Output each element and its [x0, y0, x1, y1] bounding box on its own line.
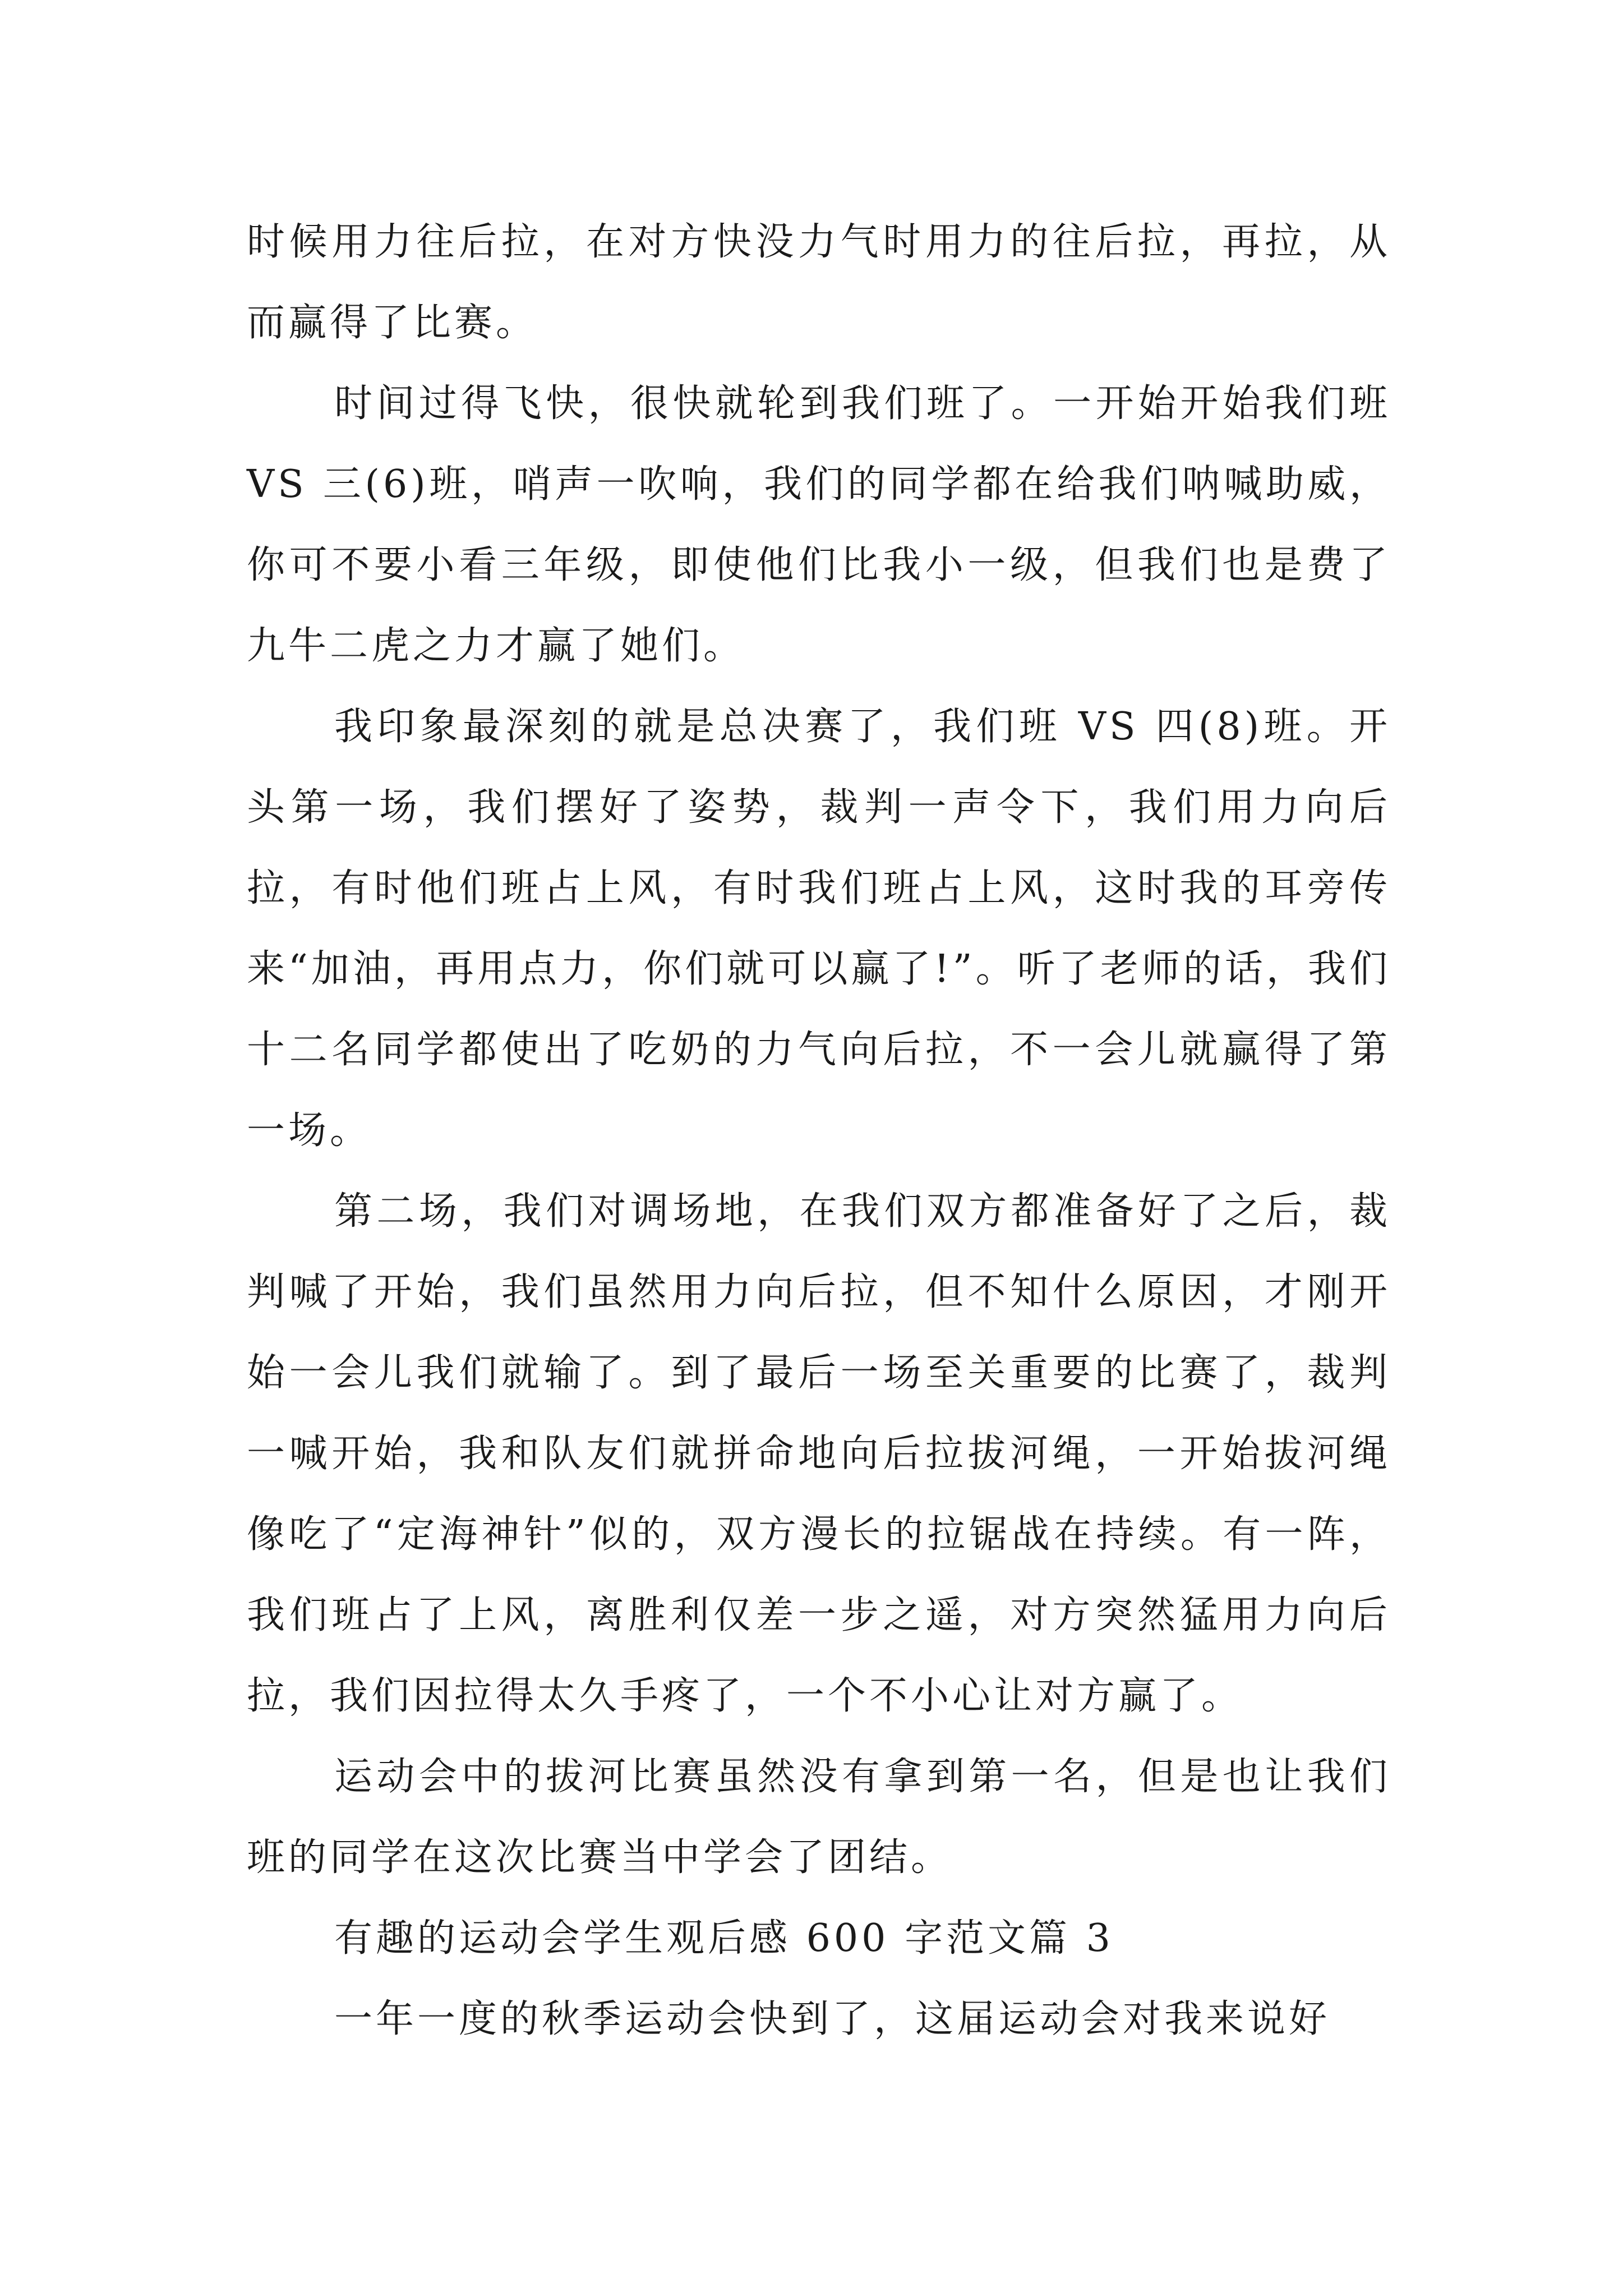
paragraph-2: 时间过得飞快，很快就轮到我们班了。一开始开始我们班 VS 三(6)班，哨声一吹响，我们的同学都在给我们呐喊助威，你可不要小看三年级，即使他们比我小一级，但我们也是费了九牛二虎之力才赢了她们。: [247, 381, 1391, 668]
document-body: [247, 202, 1391, 2060]
paragraph-final: 一年一度的秋季运动会快到了，这届运动会对我来说好: [334, 1997, 1331, 2041]
paragraph-5: 运动会中的拔河比赛虽然没有拿到第一名，但是也让我们班的同学在这次比赛当中学会了团结。: [247, 1755, 1391, 1880]
paragraph-3: 我印象最深刻的就是总决赛了，我们班 VS 四(8)班。开头第一场，我们摆好了姿势，裁判一声令下，我们用力向后拉，有时他们班占上风，有时我们班占上风，这时我的耳旁传来“加油，再用点力，你们就可以赢了!”。听了老师的话，我们十二名同学都使出了吃奶的力气向后拉，不一会儿就赢得了第一场。: [247, 705, 1391, 1153]
section-heading: 有趣的运动会学生观后感 600 字范文篇 3: [334, 1916, 1114, 1961]
paragraph-4: 第二场，我们对调场地，在我们双方都准备好了之后，裁判喊了开始，我们虽然用力向后拉，但不知什么原因，才刚开始一会儿我们就输了。到了最后一场至关重要的比赛了，裁判一喊开始，我和队友们就拼命地向后拉拔河绳，一开始拔河绳像吃了“定海神针”似的，双方漫长的拉锯战在持续。有一阵，我们班占了上风，离胜利仅差一步之遥，对方突然猛用力向后拉，我们因拉得太久手疼了，一个不小心让对方赢了。: [247, 1189, 1391, 1718]
paragraph-1: 时候用力往后拉，在对方快没力气时用力的往后拉，再拉，从而赢得了比赛。: [247, 220, 1391, 345]
